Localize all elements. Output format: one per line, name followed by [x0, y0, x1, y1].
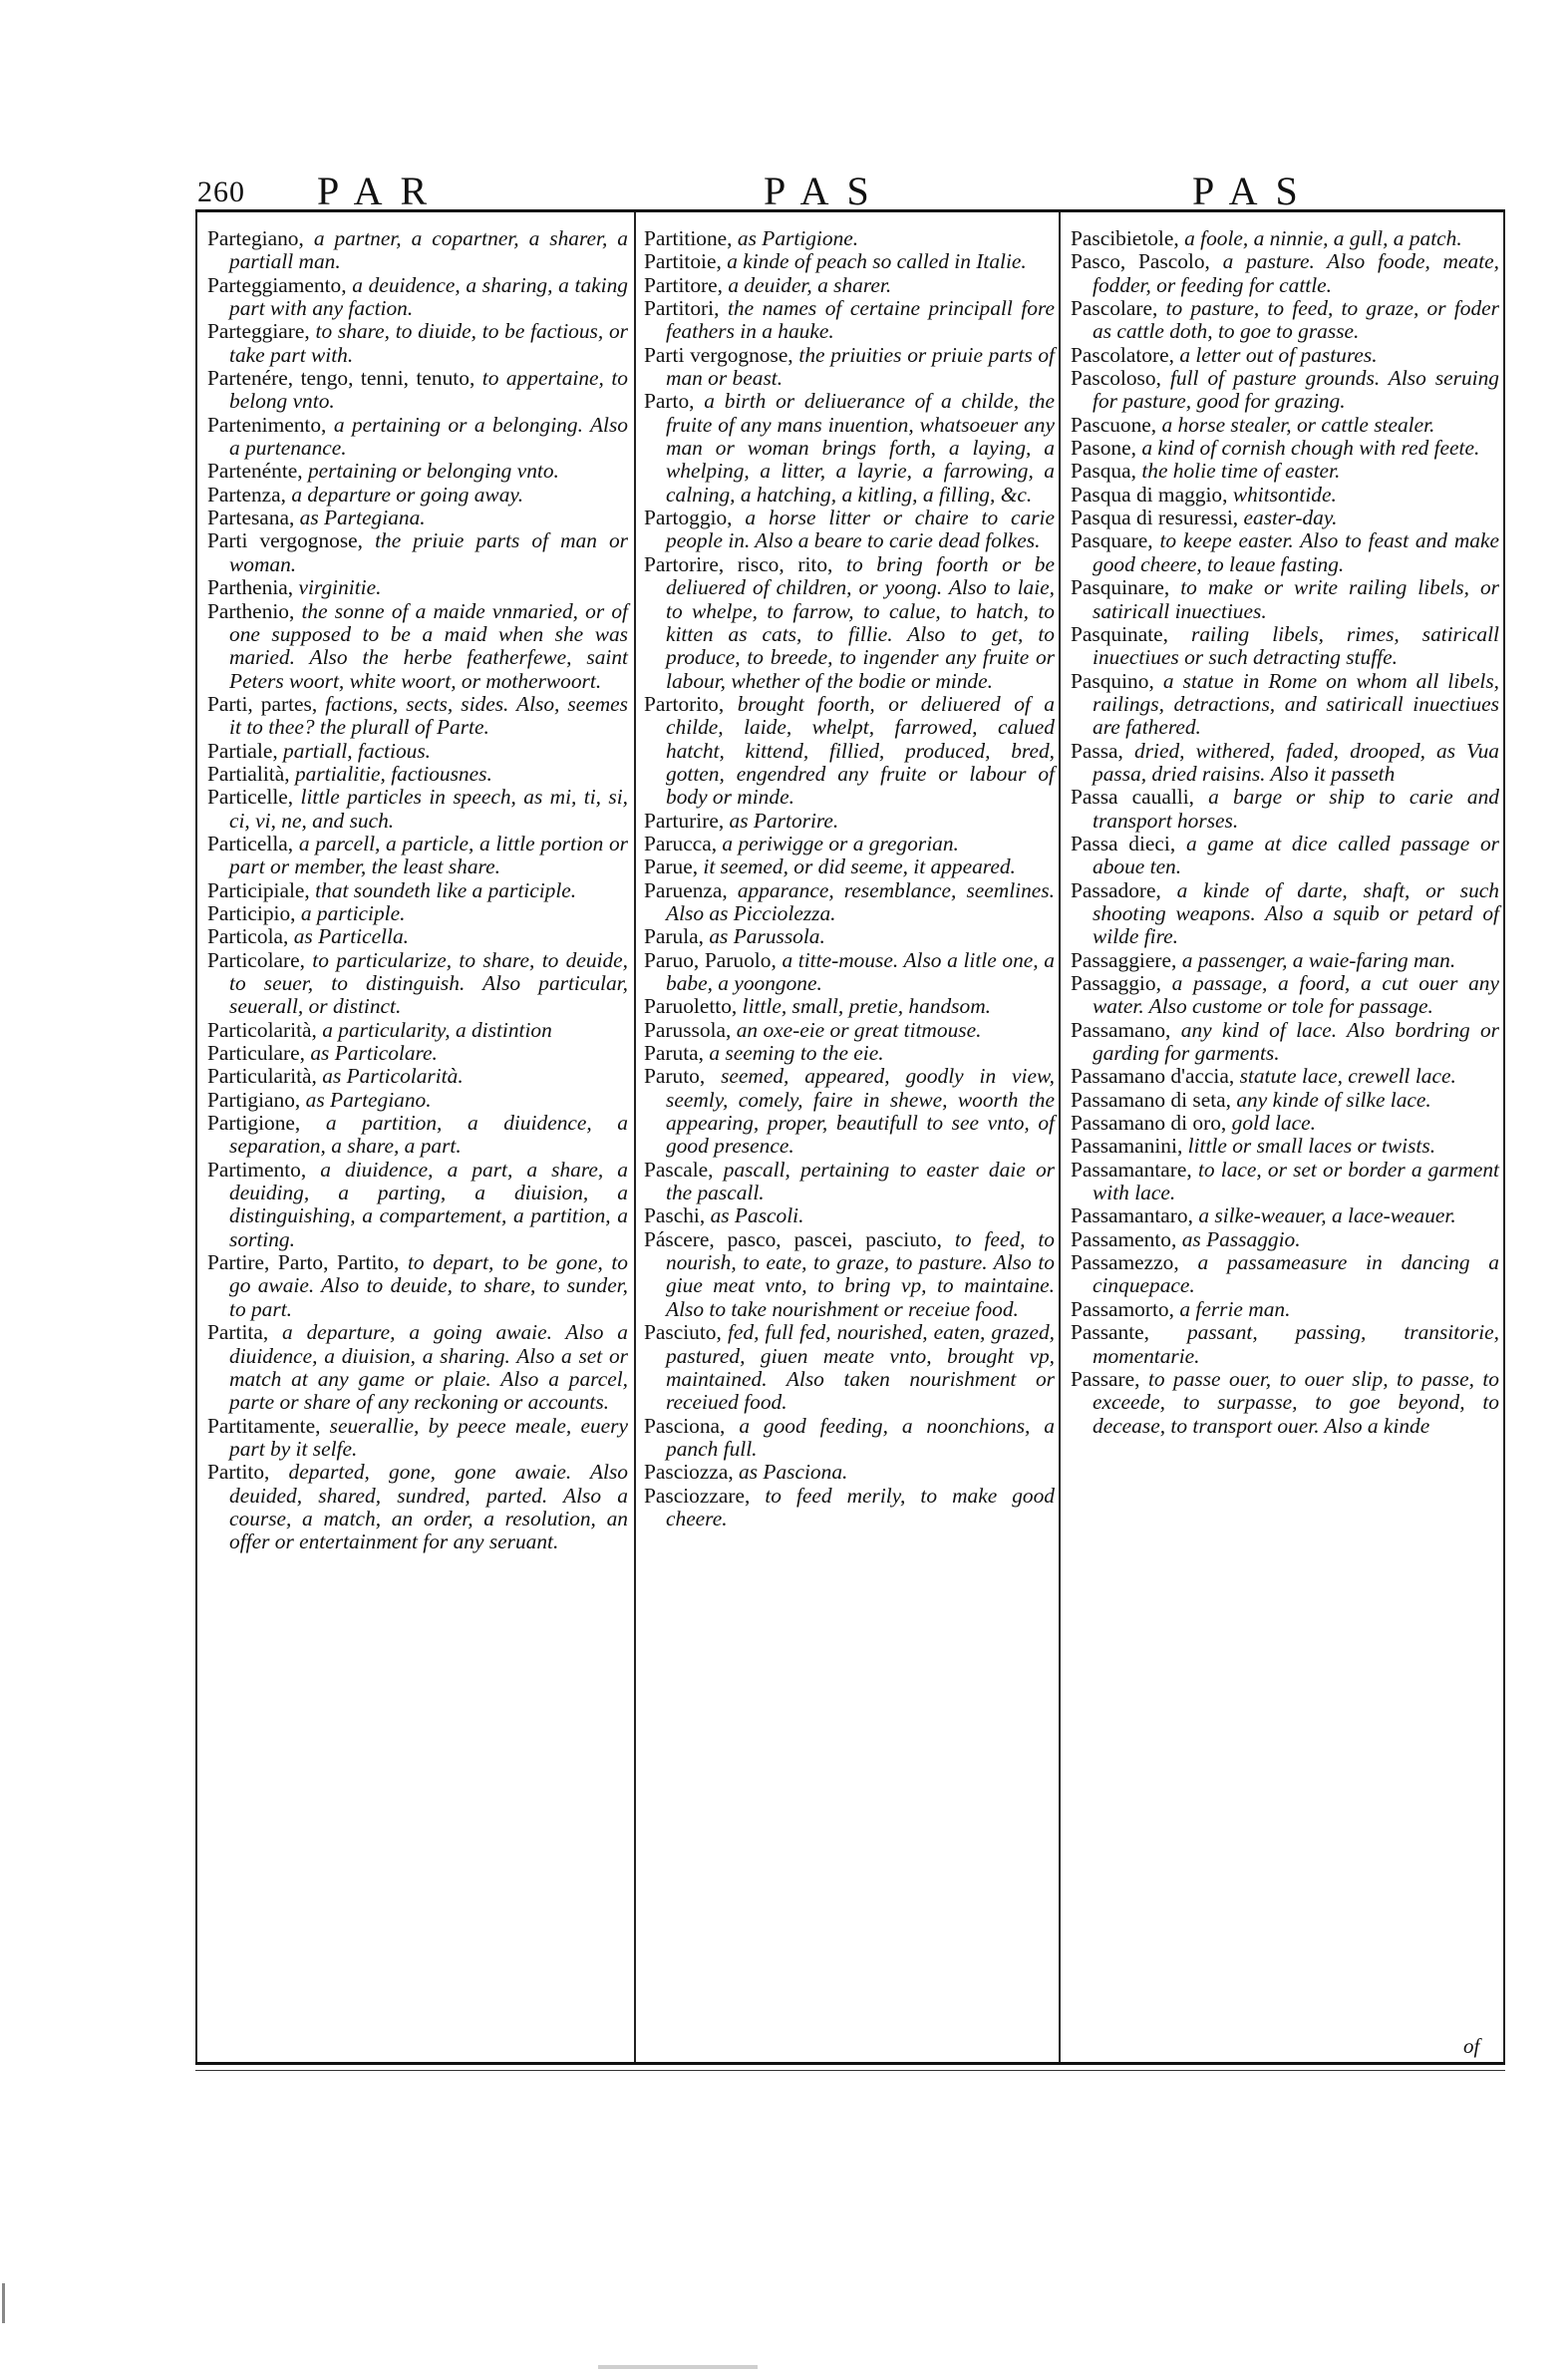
entry-headword: Passaggiere, — [1071, 947, 1177, 972]
entry-headword: Parue, — [644, 854, 699, 879]
entry-definition: a horse stealer, or cattle stealer. — [1161, 412, 1435, 437]
dictionary-entry — [644, 274, 1055, 297]
entry-definition: a statue in Rome on whom all libels, railings, detractions, and satiricall inuectiues are fathered. — [1093, 668, 1499, 740]
entry-headword: Passamano di oro, — [1071, 1111, 1227, 1136]
dictionary-entry — [207, 1065, 628, 1088]
entry-definition: as Partegiano. — [305, 1087, 432, 1112]
dictionary-entry — [207, 925, 628, 948]
entry-headword: Parthenia, — [207, 575, 294, 600]
dictionary-entry — [1071, 460, 1499, 483]
dictionary-entry — [1071, 623, 1499, 670]
dictionary-entry — [207, 693, 628, 740]
dictionary-entry — [644, 1204, 1055, 1227]
entry-headword: Partialità, — [207, 761, 290, 786]
dictionary-entry — [207, 600, 628, 693]
entry-definition: a horse litter or chaire to carie people in. Also a beare to carie dead folkes. — [666, 506, 1055, 553]
dictionary-entry — [207, 227, 628, 274]
entry-definition: whitsontide. — [1232, 482, 1337, 507]
dictionary-entry — [207, 460, 628, 483]
dictionary-entry — [207, 949, 628, 1019]
entry-definition: it seemed, or did seeme, it appeared. — [703, 854, 1016, 879]
left-border — [195, 212, 197, 2062]
entry-definition: a partner, a copartner, a sharer, a partiall man. — [229, 226, 628, 274]
entry-definition: dried, withered, faded, drooped, as Vua passa, dried raisins. Also it passeth — [1093, 738, 1499, 786]
entry-definition: as Passaggio. — [1181, 1226, 1301, 1251]
dictionary-entry — [1071, 344, 1499, 367]
entry-definition: partiall, factious. — [283, 738, 432, 763]
column-divider-2 — [1059, 212, 1061, 2062]
entry-definition: a game at dice called passage or aboue ten. — [1093, 831, 1499, 879]
dictionary-entry — [644, 390, 1055, 507]
entry-definition: as Parussola. — [709, 924, 825, 949]
entry-headword: Partoggio, — [644, 506, 733, 530]
dictionary-entry — [1071, 576, 1499, 623]
entry-headword: Partenénte, — [207, 459, 303, 484]
entry-headword: Pasciuto, — [644, 1320, 722, 1345]
entry-definition: a ferrie man. — [1179, 1296, 1291, 1321]
entry-definition: to feed merily, to make good cheere. — [666, 1483, 1055, 1530]
entry-definition: a deuidence, a sharing, a taking part with any faction. — [229, 272, 628, 321]
dictionary-entry — [1071, 507, 1499, 529]
dictionary-entry — [1071, 250, 1499, 297]
dictionary-entry — [1071, 786, 1499, 833]
dictionary-entry — [644, 1461, 1055, 1484]
entry-headword: Passadore, — [1071, 877, 1161, 902]
entry-definition: statute lace, crewell lace. — [1239, 1064, 1456, 1089]
entry-headword: Paruo, Paruolo, — [644, 947, 777, 972]
entry-headword: Passa caualli, — [1071, 785, 1195, 810]
right-border — [1503, 212, 1505, 2062]
entry-headword: Passamano di seta, — [1071, 1087, 1231, 1112]
dictionary-entry — [1071, 1159, 1499, 1205]
entry-definition: to bring foorth or be deliuered of children, or yoong. Also to laie, to whelpe, to farrow, to calue, to hatch, to kitten as cats, to fillie. Also to get, to produce, to breede, to ingender any fruite or labour, whether of the bodie or minde. — [666, 551, 1055, 693]
dictionary-entry — [644, 1019, 1055, 1042]
entry-definition: a barge or ship to carie and transport horses. — [1093, 785, 1499, 833]
entry-definition: to feed, to nourish, to eate, to graze, to pasture. Also to giue meat vnto, to bring vp, to maintaine. Also to take nourishment or receiue food. — [666, 1226, 1055, 1321]
entry-definition: a kinde of peach so called in Italie. — [727, 249, 1027, 274]
entry-definition: as Partegiana. — [299, 506, 426, 530]
entry-headword: Particola, — [207, 924, 289, 949]
entry-headword: Pascuone, — [1071, 412, 1157, 437]
dictionary-entry — [1071, 1019, 1499, 1066]
entry-definition: as Partorire. — [729, 808, 839, 833]
dictionary-entry — [207, 1251, 628, 1321]
entry-definition: a pasture. Also foode, meate, fodder, or feeding for cattle. — [1093, 249, 1499, 297]
entry-definition: as Particella. — [293, 924, 409, 949]
catchword: of — [1463, 2034, 1480, 2058]
entry-headword: Parti vergognose, — [644, 342, 793, 367]
entry-definition: a partition, a diuidence, a separation, a share, a part. — [229, 1111, 628, 1159]
dictionary-entry — [1071, 1204, 1499, 1227]
dictionary-entry — [644, 855, 1055, 878]
entry-definition: a good feeding, a noonchions, a panch full. — [666, 1413, 1056, 1461]
dictionary-entry — [207, 763, 628, 786]
entry-headword: Paschi, — [644, 1203, 706, 1228]
entry-definition: a birth or deliuerance of a childe, the fruite of any mans inuention, whatsoeuer any man or woman brings forth, a laying, a whelping, a litter, a layrie, a farrowing, a calning, a hatching, a kitling, a filling, &c. — [666, 389, 1055, 507]
entry-definition: a departure or going away. — [291, 482, 524, 507]
entry-definition: any kind of lace. Also bordring or garding for garments. — [1093, 1017, 1499, 1066]
entry-headword: Pasqua di resuressi, — [1071, 506, 1239, 530]
entry-headword: Pascoloso, — [1071, 366, 1161, 391]
entry-headword: Parteggiare, — [207, 319, 310, 344]
entry-headword: Particolare, — [207, 947, 305, 972]
entry-headword: Paruoletto, — [644, 994, 738, 1019]
dictionary-entry — [644, 1321, 1055, 1414]
entry-definition: brought foorth, or deliuered of a childe, laide, whelpt, farrowed, calued hatcht, kittend, fillied, produced, bred, gotten, engendred any fruite or labour of body or minde. — [666, 691, 1055, 810]
dictionary-entry — [207, 576, 628, 599]
entry-headword: Pasciozzare, — [644, 1483, 751, 1508]
column-3 — [1071, 227, 1499, 1438]
entry-headword: Particella, — [207, 831, 294, 855]
entry-headword: Passaggio, — [1071, 971, 1161, 995]
entry-headword: Passamano, — [1071, 1017, 1171, 1042]
dictionary-entry — [207, 484, 628, 507]
entry-definition: as Particolarità. — [322, 1064, 464, 1089]
entry-headword: Pasco, Pascolo, — [1071, 249, 1210, 274]
entry-headword: Partitori, — [644, 296, 720, 321]
entry-headword: Partiale, — [207, 738, 278, 763]
dictionary-entry — [644, 1228, 1055, 1321]
entry-headword: Passamento, — [1071, 1226, 1177, 1251]
dictionary-entry — [644, 250, 1055, 273]
entry-headword: Pascale, — [644, 1157, 714, 1182]
entry-headword: Passa dieci, — [1071, 831, 1176, 855]
entry-definition: fed, full fed, nourished, eaten, grazed, pastured, giuen meate vnto, brought vp, maintained. Also taken nourishment or receiued food. — [666, 1320, 1055, 1415]
entry-headword: Partorito, — [644, 691, 725, 716]
entry-definition: factions, sects, sides. Also, seemes it to thee? the plurall of Parte. — [229, 691, 628, 740]
entry-definition: a silke-weauer, a lace-weauer. — [1198, 1203, 1456, 1228]
entry-definition: a deuider, a sharer. — [728, 272, 892, 297]
entry-headword: Partimento, — [207, 1157, 307, 1182]
entry-definition: pascall, pertaining to easter daie or the pascall. — [666, 1157, 1055, 1205]
entry-headword: Partigione, — [207, 1111, 301, 1136]
dictionary-entry — [1071, 1368, 1499, 1438]
dictionary-entry — [1071, 1065, 1499, 1088]
entry-headword: Parti vergognose, — [207, 528, 364, 553]
column-divider-1 — [634, 212, 636, 2062]
entry-definition: a seeming to the eie. — [709, 1041, 884, 1066]
entry-headword: Partitamente, — [207, 1413, 321, 1438]
entry-definition: the sonne of a maide vnmaried, or of one supposed to be a maid when she was maried. Also the herbe featherfewe, saint Peters woort, white woort, or motherwoort. — [229, 598, 628, 693]
entry-definition: apparance, resemblance, seemlines. Also as Picciolezza. — [666, 877, 1055, 925]
entry-definition: to lace, or set or border a garment with lace. — [1093, 1157, 1499, 1205]
dictionary-entry — [644, 507, 1055, 553]
entry-definition: railing libels, rimes, satiricall inuectiues or such detracting stuffe. — [1093, 621, 1499, 670]
entry-headword: Parucca, — [644, 831, 718, 855]
entry-definition: pertaining or belonging vnto. — [307, 459, 559, 484]
dictionary-entry — [644, 810, 1055, 833]
dictionary-entry — [644, 344, 1055, 391]
entry-headword: Páscere, pasco, pascei, pasciuto, — [644, 1226, 942, 1251]
bottom-rule — [195, 2062, 1505, 2065]
entry-definition: passant, passing, transitorie, momentarie. — [1093, 1320, 1499, 1368]
dictionary-entry — [644, 1065, 1055, 1158]
entry-headword: Particolarità, — [207, 1017, 317, 1042]
entry-definition: seemed, appeared, goodly in view, seemly, comely, faire in shewe, woorth the appearing, proper, beautifull to see vnto, of good presence. — [666, 1064, 1055, 1159]
entry-definition: a letter out of pastures. — [1179, 342, 1378, 367]
dictionary-entry — [644, 297, 1055, 344]
entry-headword: Passamanini, — [1071, 1134, 1183, 1159]
entry-headword: Passamantaro, — [1071, 1203, 1193, 1228]
entry-headword: Parteggiamento, — [207, 272, 347, 297]
dictionary-entry — [207, 367, 628, 414]
entry-definition: seuerallie, by peece meale, euery part by it selfe. — [229, 1413, 628, 1461]
entry-definition: a foole, a ninnie, a gull, a patch. — [1184, 226, 1462, 250]
dictionary-entry — [207, 1019, 628, 1042]
dictionary-entry — [1071, 1321, 1499, 1368]
scan-noise — [598, 2365, 758, 2369]
entry-headword: Partitore, — [644, 272, 724, 297]
entry-definition: the names of certaine principall fore feathers in a hauke. — [666, 296, 1055, 344]
entry-headword: Passamezzo, — [1071, 1250, 1179, 1275]
entry-headword: Pasquino, — [1071, 668, 1154, 693]
entry-definition: a departure, a going awaie. Also a diuidence, a diuision, a sharing. Also a set or match at any game or plaie. Also a parcel, parte or share of any reckoning or accounts. — [229, 1320, 628, 1415]
entry-headword: Paruenza, — [644, 877, 728, 902]
entry-headword: Partigiano, — [207, 1087, 301, 1112]
entry-headword: Passare, — [1071, 1366, 1140, 1391]
entry-definition: to pasture, to feed, to graze, or foder as cattle doth, to goe to grasse. — [1093, 296, 1499, 344]
entry-headword: Pasquinate, — [1071, 621, 1169, 646]
dictionary-entry — [1071, 227, 1499, 250]
dictionary-entry — [644, 1159, 1055, 1205]
dictionary-entry — [1071, 740, 1499, 787]
entry-headword: Partitione, — [644, 226, 733, 250]
entry-headword: Parussola, — [644, 1017, 732, 1042]
dictionary-entry — [1071, 484, 1499, 507]
entry-headword: Partorire, risco, rito, — [644, 551, 833, 576]
dictionary-entry — [644, 227, 1055, 250]
dictionary-entry — [207, 833, 628, 879]
column-1 — [207, 227, 628, 1554]
entry-definition: the priuities or priuie parts of man or beast. — [666, 342, 1055, 391]
entry-headword: Partegiano, — [207, 226, 304, 250]
entry-headword: Partesana, — [207, 506, 295, 530]
dictionary-entry — [1071, 414, 1499, 437]
entry-headword: Paruto, — [644, 1064, 706, 1089]
entry-headword: Pasqua di maggio, — [1071, 482, 1228, 507]
entry-headword: Passa, — [1071, 738, 1123, 763]
dictionary-entry — [1071, 1298, 1499, 1321]
dictionary-entry — [207, 1159, 628, 1251]
entry-headword: Pasquinare, — [1071, 575, 1170, 600]
entry-definition: that soundeth like a participle. — [315, 877, 577, 902]
entry-headword: Parturire, — [644, 808, 725, 833]
running-head-left: PAR — [317, 169, 446, 213]
dictionary-entry — [644, 1042, 1055, 1065]
dictionary-entry — [644, 925, 1055, 948]
dictionary-entry — [1071, 437, 1499, 460]
entry-headword: Partitoie, — [644, 249, 722, 274]
column-2 — [644, 227, 1055, 1530]
entry-definition: a diuidence, a part, a share, a deuiding, a parting, a diuision, a distinguishing, a compartement, a partition, a sorting. — [229, 1157, 628, 1251]
entry-definition: a periwigge or a gregorian. — [722, 831, 959, 855]
entry-definition: to appertaine, to belong vnto. — [229, 366, 628, 414]
entry-headword: Pascolatore, — [1071, 342, 1174, 367]
dictionary-entry — [1071, 972, 1499, 1019]
entry-headword: Participiale, — [207, 877, 310, 902]
entry-headword: Passante, — [1071, 1320, 1150, 1345]
dictionary-entry — [1071, 1251, 1499, 1298]
running-head-right: PAS — [1192, 169, 1316, 213]
dictionary-entry — [207, 1321, 628, 1414]
dictionary-entry — [207, 1089, 628, 1112]
dictionary-entry — [1071, 879, 1499, 949]
entry-headword: Particularità, — [207, 1064, 317, 1089]
entry-definition: to make or write railing libels, or satiricall inuectiues. — [1093, 575, 1499, 623]
entry-definition: the holie time of easter. — [1141, 459, 1341, 484]
entry-headword: Parula, — [644, 924, 704, 949]
entry-headword: Partire, Parto, Partito, — [207, 1250, 400, 1275]
entry-definition: to passe ouer, to ouer slip, to passe, to exceede, to surpasse, to goe beyond, to decease, to transport ouer. Also a kinde — [1093, 1366, 1499, 1438]
entry-definition: to keepe easter. Also to feast and make good cheere, to leaue fasting. — [1093, 528, 1499, 576]
entry-definition: to share, to diuide, to be factious, or take part with. — [229, 319, 628, 367]
entry-headword: Paruta, — [644, 1041, 704, 1066]
dictionary-entry — [1071, 1089, 1499, 1112]
page-number: 260 — [197, 175, 245, 208]
entry-definition: a particularity, a distintion — [322, 1017, 552, 1042]
entry-headword: Pascibietole, — [1071, 226, 1179, 250]
dictionary-entry — [207, 274, 628, 321]
entry-definition: the priuie parts of man or woman. — [229, 528, 628, 576]
dictionary-entry — [207, 879, 628, 902]
dictionary-entry — [1071, 949, 1499, 972]
entry-headword: Partenére, tengo, tenni, tenuto, — [207, 366, 475, 391]
entry-definition: a passage, a foord, a cut ouer any water. Also custome or tole for passage. — [1093, 971, 1499, 1019]
entry-definition: a passameasure in dancing a cinquepace. — [1093, 1250, 1499, 1298]
dictionary-entry — [644, 949, 1055, 996]
entry-headword: Pasqua, — [1071, 459, 1136, 484]
entry-headword: Passamorto, — [1071, 1296, 1174, 1321]
scan-edge-mark — [2, 2283, 5, 2323]
entry-definition: little particles in speech, as mi, ti, si, ci, vi, ne, and such. — [229, 785, 628, 833]
dictionary-entry — [644, 1485, 1055, 1531]
dictionary-entry — [644, 833, 1055, 855]
entry-definition: a parcell, a particle, a little portion or part or member, the least share. — [229, 831, 628, 879]
dictionary-entry — [1071, 529, 1499, 576]
entry-definition: to depart, to be gone, to go awaie. Also to deuide, to share, to sunder, to part. — [229, 1250, 628, 1321]
entry-headword: Passamano d'accia, — [1071, 1064, 1235, 1089]
dictionary-entry — [207, 414, 628, 461]
entry-definition: little or small laces or twists. — [1187, 1134, 1436, 1159]
entry-headword: Parthenio, — [207, 598, 295, 623]
entry-headword: Pascolare, — [1071, 296, 1158, 321]
entry-headword: Particelle, — [207, 785, 294, 810]
entry-headword: Parto, — [644, 389, 695, 414]
dictionary-entry — [207, 786, 628, 833]
entry-definition: any kinde of silke lace. — [1236, 1087, 1431, 1112]
entry-headword: Partito, — [207, 1460, 270, 1485]
entry-definition: to particularize, to share, to deuide, to seuer, to distinguish. Also particular, seuerall, or distinct. — [229, 947, 628, 1019]
entry-headword: Pasciona, — [644, 1413, 726, 1438]
dictionary-entry — [644, 1415, 1055, 1462]
entry-headword: Participio, — [207, 900, 296, 925]
entry-definition: full of pasture grounds. Also seruing for pasture, good for grazing. — [1093, 366, 1499, 414]
entry-definition: virginitie. — [298, 575, 382, 600]
dictionary-entry — [207, 902, 628, 925]
entry-headword: Partita, — [207, 1320, 269, 1345]
entry-definition: a titte-mouse. Also a litle one, a babe, a yoongone. — [666, 947, 1055, 995]
entry-definition: departed, gone, gone awaie. Also deuided, shared, sundred, parted. Also a course, a match, an order, a resolution, an offer or entertainment for any seruant. — [229, 1460, 628, 1554]
dictionary-entry — [207, 529, 628, 576]
entry-definition: an oxe-eie or great titmouse. — [736, 1017, 982, 1042]
dictionary-entry — [207, 1461, 628, 1553]
dictionary-entry — [1071, 297, 1499, 344]
dictionary-entry — [644, 879, 1055, 926]
dictionary-entry — [644, 995, 1055, 1018]
dictionary-entry — [207, 740, 628, 763]
entry-headword: Parti, partes, — [207, 691, 318, 716]
entry-definition: a pertaining or a belonging. Also a purtenance. — [229, 412, 628, 461]
entry-headword: Pasquare, — [1071, 528, 1153, 553]
entry-definition: partialitie, factiousnes. — [294, 761, 492, 786]
entry-headword: Pasciozza, — [644, 1460, 734, 1485]
dictionary-entry — [1071, 1135, 1499, 1158]
dictionary-entry — [1071, 833, 1499, 879]
entry-definition: as Partigione. — [737, 226, 859, 250]
entry-definition: little, small, pretie, handsom. — [742, 994, 991, 1019]
entry-headword: Passamantare, — [1071, 1157, 1192, 1182]
entry-definition: as Pasciona. — [739, 1460, 848, 1485]
dictionary-entry — [207, 507, 628, 529]
entry-definition: a passenger, a waie-faring man. — [1181, 947, 1456, 972]
entry-headword: Partenza, — [207, 482, 286, 507]
entry-definition: easter-day. — [1243, 506, 1338, 530]
entry-headword: Particulare, — [207, 1041, 305, 1066]
entry-definition: as Pascoli. — [710, 1203, 804, 1228]
dictionary-entry — [644, 693, 1055, 810]
dictionary-entry — [207, 1112, 628, 1159]
entry-definition: a kind of cornish chough with red feete. — [1141, 436, 1480, 461]
dictionary-entry — [1071, 367, 1499, 414]
dictionary-entry — [644, 553, 1055, 693]
dictionary-entry — [1071, 670, 1499, 740]
bottom-rule-thin — [195, 2070, 1505, 2071]
dictionary-entry — [1071, 1228, 1499, 1251]
dictionary-entry — [207, 1042, 628, 1065]
entry-definition: as Particolare. — [310, 1041, 438, 1066]
running-head-center: PAS — [764, 169, 887, 213]
entry-headword: Pasone, — [1071, 436, 1136, 461]
entry-headword: Partenimento, — [207, 412, 327, 437]
dictionary-entry — [207, 1415, 628, 1462]
entry-definition: a kinde of darte, shaft, or such shooting weapons. Also a squib or petard of wilde fire. — [1093, 877, 1499, 949]
dictionary-entry — [207, 320, 628, 367]
dictionary-entry — [1071, 1112, 1499, 1135]
entry-definition: gold lace. — [1231, 1111, 1316, 1136]
entry-definition: a participle. — [300, 900, 406, 925]
